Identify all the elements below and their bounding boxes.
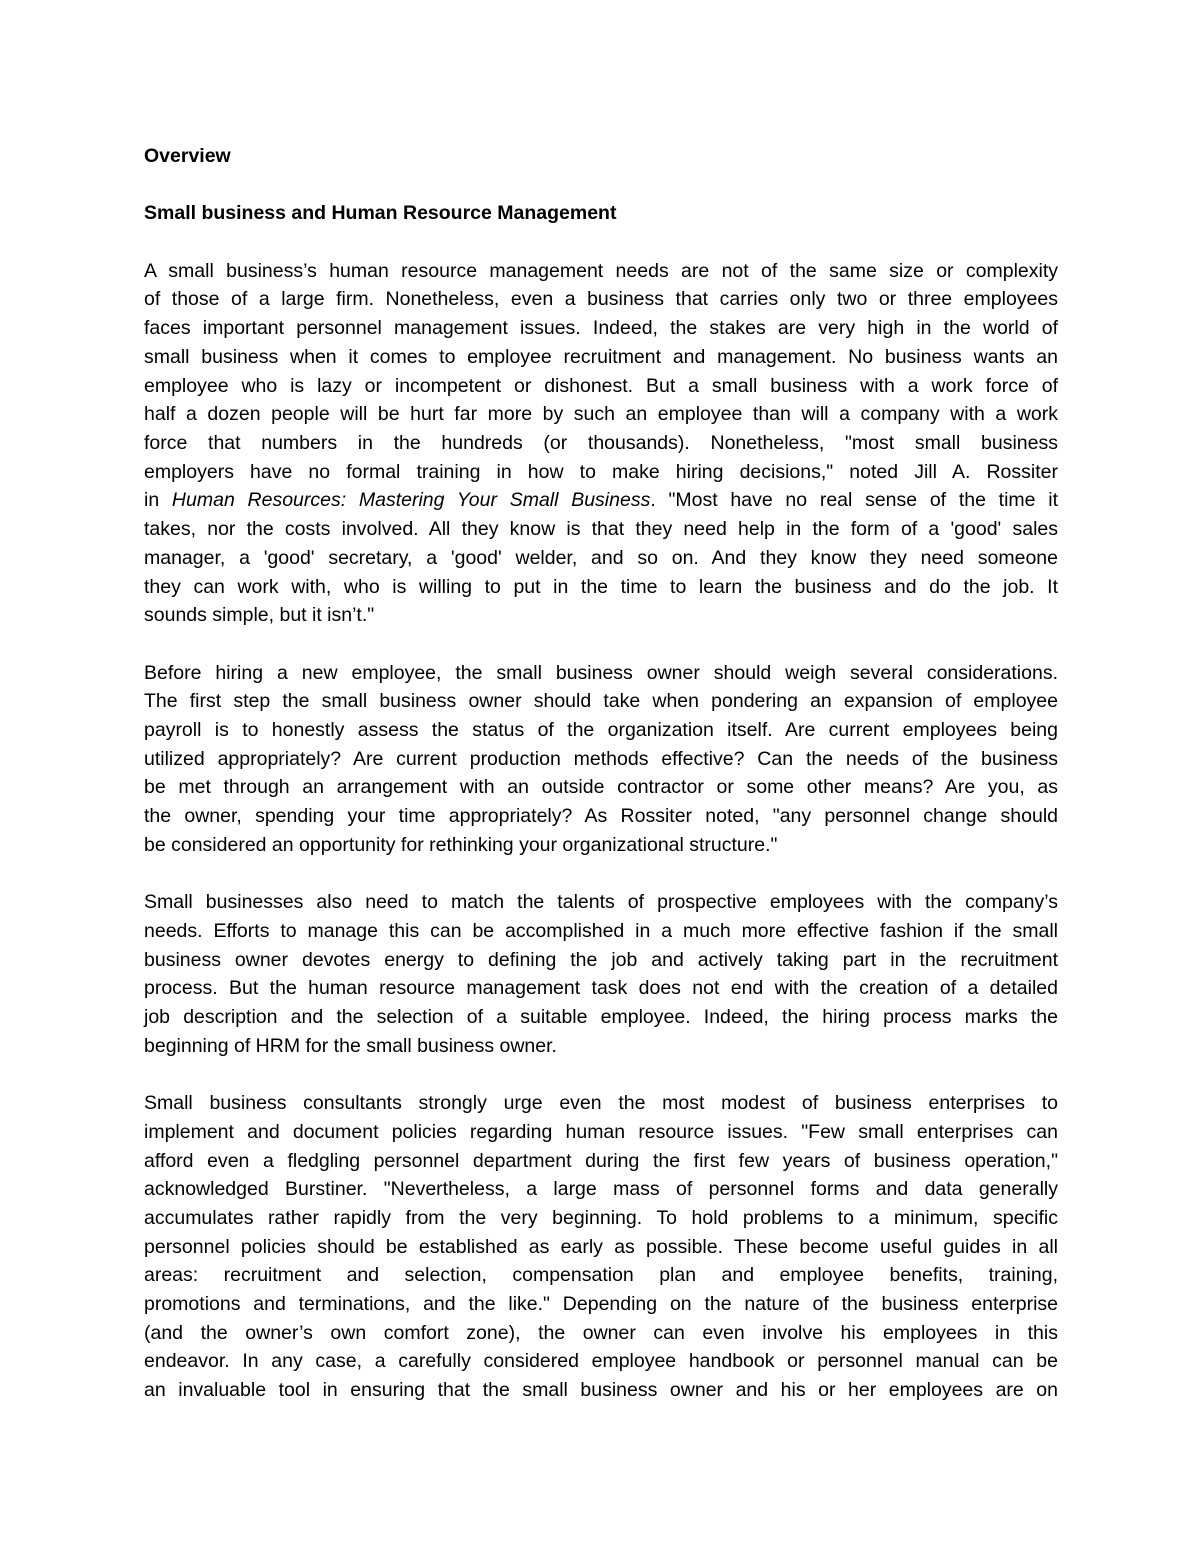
paragraph-line: beginning of HRM for the small business owner. xyxy=(144,1034,557,1057)
paragraph-3 xyxy=(144,888,1058,1060)
paragraph-line: areas: recruitment and selection, compensation plan and employee benefits, training, xyxy=(144,1264,1058,1287)
paragraph-line: promotions and terminations, and the like." Depending on the nature of the business enterprise xyxy=(144,1293,1058,1316)
paragraph-line: be met through an arrangement with an outside contractor or some other means? Are you, as xyxy=(144,776,1058,799)
paragraph-line-with-title xyxy=(144,486,1058,515)
paragraph-line: A small business’s human resource management needs are not of the same size or complexity xyxy=(144,259,1058,282)
paragraph-line: (and the owner’s own comfort zone), the owner can even involve his employees in this xyxy=(144,1321,1058,1344)
paragraph-4 xyxy=(144,1089,1058,1405)
paragraph-line: be considered an opportunity for rethinking your organizational structure." xyxy=(144,833,778,856)
paragraph-line: implement and document policies regarding human resource issues. "Few small enterprises can xyxy=(144,1120,1058,1143)
paragraph-line: personnel policies should be established as early as possible. These become useful guides in all xyxy=(144,1235,1058,1258)
paragraph-line: the owner, spending your time appropriately? As Rossiter noted, "any personnel change should xyxy=(144,805,1058,828)
paragraph-line: takes, nor the costs involved. All they know is that they need help in the form of a 'good' sales xyxy=(144,518,1058,541)
paragraph-2 xyxy=(144,659,1058,860)
paragraph-line: small business when it comes to employee recruitment and management. No business wants an xyxy=(144,345,1058,368)
paragraph-line: The first step the small business owner should take when pondering an expansion of employee xyxy=(144,690,1058,713)
paragraph-line: half a dozen people will be hurt far more by such an employee than will a company with a work xyxy=(144,403,1058,426)
paragraph-1 xyxy=(144,257,1058,630)
paragraph-line: needs. Efforts to manage this can be accomplished in a much more effective fashion if the small xyxy=(144,919,1058,942)
paragraph-line: endeavor. In any case, a carefully considered employee handbook or personnel manual can be xyxy=(144,1350,1058,1373)
paragraph-line: process. But the human resource management task does not end with the creation of a detailed xyxy=(144,977,1058,1000)
paragraph-line: an invaluable tool in ensuring that the small business owner and his or her employees are on xyxy=(144,1379,1058,1402)
paragraph-line: accumulates rather rapidly from the very beginning. To hold problems to a minimum, specific xyxy=(144,1206,1058,1229)
document-page xyxy=(144,142,1058,1434)
paragraph-line: employers have no formal training in how to make hiring decisions," noted Jill A. Rossiter xyxy=(144,460,1058,483)
paragraph-line: utilized appropriately? Are current production methods effective? Can the needs of the business xyxy=(144,747,1058,770)
paragraph-line: Small business consultants strongly urge even the most modest of business enterprises to xyxy=(144,1092,1058,1115)
paragraph-line: of those of a large firm. Nonetheless, even a business that carries only two or three employees xyxy=(144,288,1058,311)
book-title: Human Resources: Mastering Your Small Business xyxy=(171,489,651,512)
paragraph-line: business owner devotes energy to defining the job and actively taking part in the recruitment xyxy=(144,948,1058,971)
paragraph-line: Before hiring a new employee, the small business owner should weigh several considerations. xyxy=(144,661,1058,684)
line-prefix: in xyxy=(144,489,172,512)
paragraph-line: employee who is lazy or incompetent or dishonest. But a small business with a work force of xyxy=(144,374,1058,397)
heading-overview: Overview xyxy=(144,145,231,167)
paragraph-line: Small businesses also need to match the talents of prospective employees with the company’s xyxy=(144,891,1058,914)
paragraph-line: afford even a fledgling personnel department during the first few years of business operation," xyxy=(144,1149,1058,1172)
paragraph-line: faces important personnel management issues. Indeed, the stakes are very high in the world of xyxy=(144,317,1058,340)
paragraph-line: manager, a 'good' secretary, a 'good' welder, and so on. And they know they need someone xyxy=(144,546,1058,569)
paragraph-line: they can work with, who is willing to put in the time to learn the business and do the job. It xyxy=(144,575,1058,598)
paragraph-line: sounds simple, but it isn’t." xyxy=(144,604,375,627)
paragraph-line: payroll is to honestly assess the status of the organization itself. Are current employees being xyxy=(144,719,1058,742)
line-suffix: . "Most have no real sense of the time it xyxy=(650,489,1058,512)
paragraph-line: force that numbers in the hundreds (or thousands). Nonetheless, "most small business xyxy=(144,432,1058,454)
paragraph-line: acknowledged Burstiner. "Nevertheless, a large mass of personnel forms and data generally xyxy=(144,1178,1058,1201)
paragraph-line: job description and the selection of a suitable employee. Indeed, the hiring process marks the xyxy=(144,1006,1058,1029)
heading-section: Small business and Human Resource Management xyxy=(144,202,617,225)
